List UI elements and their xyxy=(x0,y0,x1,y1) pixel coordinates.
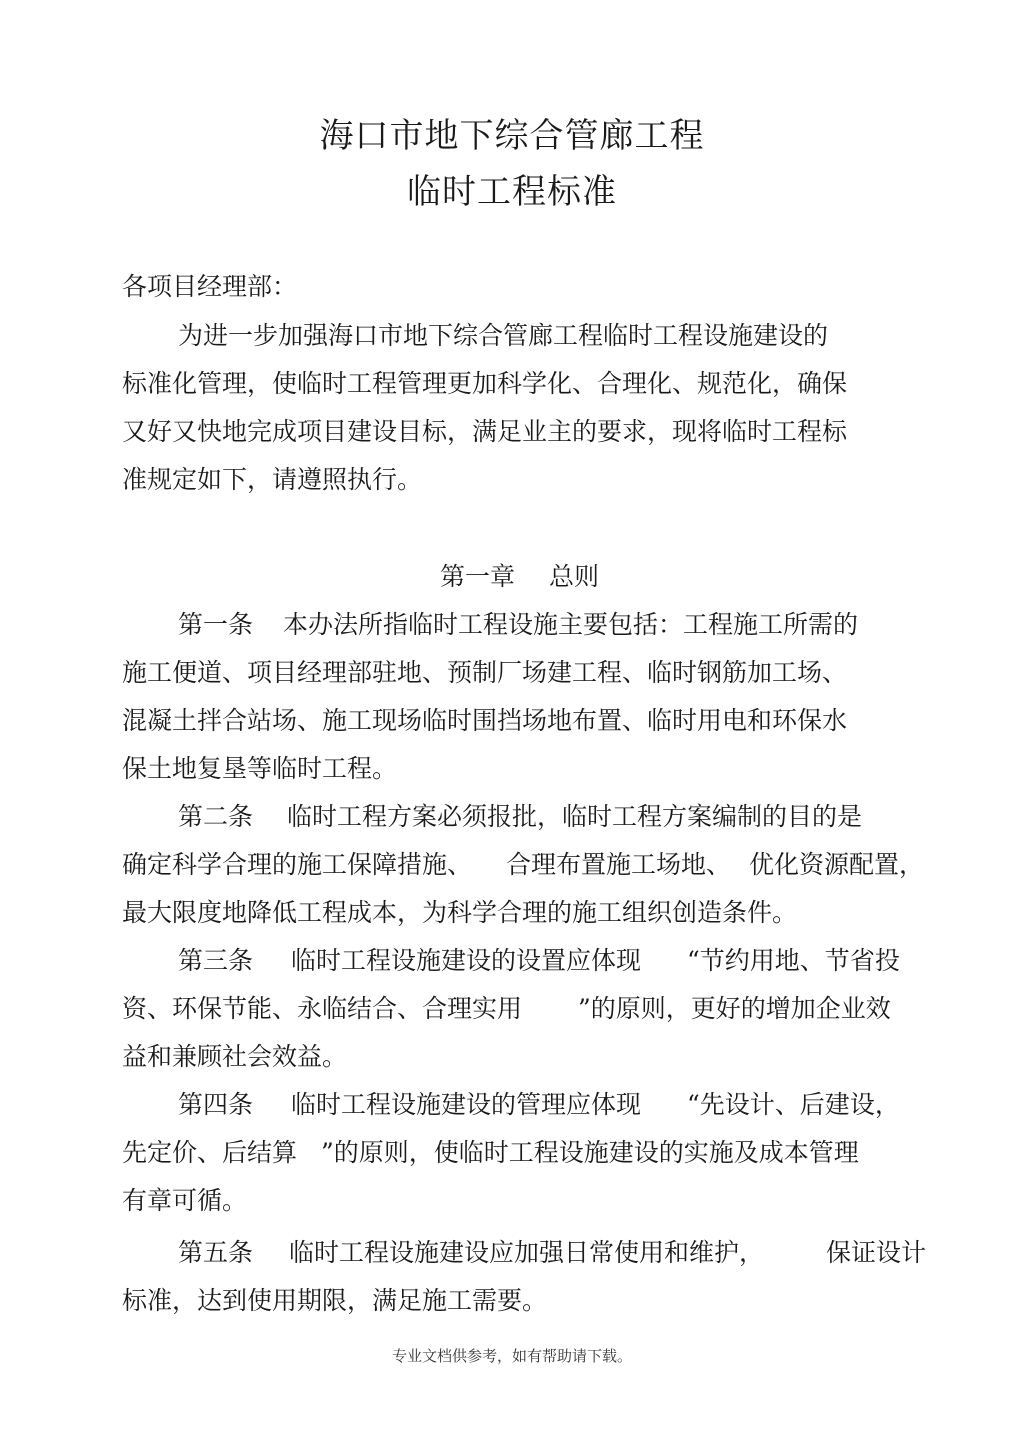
article-4-line-3: 有章可循。 xyxy=(122,1186,248,1215)
article-4-line-1 xyxy=(178,1090,900,1120)
article-5-segment-b: 保证设计 xyxy=(826,1238,927,1267)
intro-line-3: 又好又快地完成项目建设目标，满足业主的要求，现将临时工程标 xyxy=(122,417,848,446)
article-3-line-2 xyxy=(122,994,891,1024)
chapter-title: 总则 xyxy=(549,562,600,591)
article-1-line-3: 混凝土拌合站场、施工现场临时围挡场地布置、临时用电和环保水 xyxy=(122,706,848,735)
article-4-segment-d: ”的原则，使临时工程设施建设的实施及成本管理 xyxy=(321,1138,859,1167)
article-4-segment-a: 临时工程设施建设的管理应体现 xyxy=(291,1090,642,1119)
article-3-segment-c: 资、环保节能、永临结合、合理实用 xyxy=(122,994,523,1023)
article-3-segment-d: ”的原则，更好的增加企业效 xyxy=(578,994,891,1023)
article-5-line-1 xyxy=(178,1238,926,1268)
article-3-segment-b: “节约用地、节省投 xyxy=(687,946,900,975)
article-3-line-1 xyxy=(178,946,900,976)
article-1-text-1: 本办法所指临时工程设施主要包括：工程施工所需的 xyxy=(283,610,859,639)
article-3-label: 第三条 xyxy=(178,946,254,975)
article-2-text-1: 临时工程方案必须报批，临时工程方案编制的目的是 xyxy=(287,802,863,831)
article-3-line-3: 益和兼顾社会效益。 xyxy=(122,1042,348,1071)
article-2-line-1 xyxy=(178,802,862,832)
article-5-line-2: 标准，达到使用期限，满足施工需要。 xyxy=(122,1286,548,1315)
article-2-line-2 xyxy=(122,850,924,880)
document-title-line-1: 海口市地下综合管廊工程 xyxy=(319,116,705,156)
article-2-label: 第二条 xyxy=(178,802,254,831)
article-1-label: 第一条 xyxy=(178,610,254,639)
article-1-line-2: 施工便道、项目经理部驻地、预制厂场建工程、临时钢筋加工场、 xyxy=(122,658,848,687)
document-title-line-2: 临时工程标准 xyxy=(407,172,617,212)
article-1-line-4: 保土地复垦等临时工程。 xyxy=(122,754,398,783)
article-3-segment-a: 临时工程设施建设的设置应体现 xyxy=(291,946,642,975)
article-4-segment-c: 先定价、后结算 xyxy=(122,1138,298,1167)
intro-line-4: 准规定如下，请遵照执行。 xyxy=(122,465,423,494)
article-2-line-3: 最大限度地降低工程成本，为科学合理的施工组织创造条件。 xyxy=(122,898,798,927)
article-5-label: 第五条 xyxy=(178,1238,254,1267)
chapter-heading xyxy=(440,562,599,592)
article-5-segment-a: 临时工程设施建设应加强日常使用和维护， xyxy=(289,1238,765,1267)
article-4-line-2 xyxy=(122,1138,859,1168)
intro-line-2: 标准化管理，使临时工程管理更加科学化、合理化、规范化，确保 xyxy=(122,369,848,398)
article-2-segment-b: 合理布置施工场地、 xyxy=(506,850,732,879)
intro-line-1: 为进一步加强海口市地下综合管廊工程临时工程设施建设的 xyxy=(178,321,829,350)
article-1-line-1 xyxy=(178,610,858,640)
salutation: 各项目经理部： xyxy=(122,272,298,301)
article-2-segment-c: 优化资源配置， xyxy=(749,850,925,879)
article-2-segment-a: 确定科学合理的施工保障措施、 xyxy=(122,850,473,879)
page-footer: 专业文档供参考，如有帮助请下载。 xyxy=(391,1347,632,1365)
article-4-segment-b: “先设计、后建设， xyxy=(687,1090,900,1119)
article-4-label: 第四条 xyxy=(178,1090,254,1119)
chapter-number: 第一章 xyxy=(440,562,516,591)
